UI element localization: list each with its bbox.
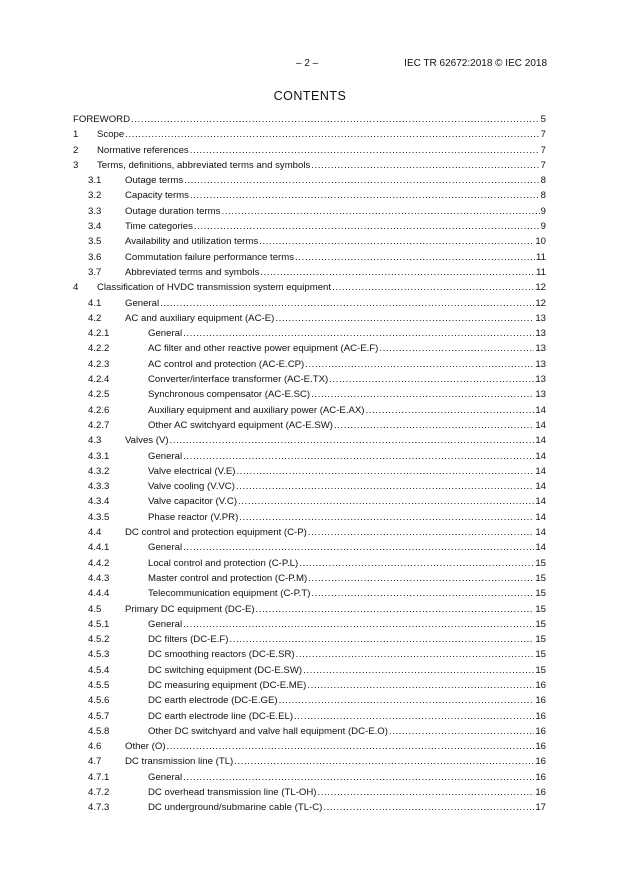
toc-leader-dots — [296, 647, 535, 662]
toc-leader-dots — [379, 341, 534, 356]
toc-leader-dots — [294, 709, 534, 724]
toc-entry-title: Valve cooling (V.VC) — [148, 481, 235, 493]
toc-entry-number: 3.5 — [88, 236, 102, 248]
toc-leader-dots — [307, 678, 534, 693]
toc-entry-number: 3.1 — [88, 175, 102, 187]
toc-entry-number: 3.3 — [88, 205, 102, 217]
toc-leader-dots — [303, 663, 534, 678]
toc-entry-number: 4.2.5 — [88, 389, 110, 401]
toc-entry-number: 3.4 — [88, 221, 102, 233]
toc-entry-page: 13 — [535, 389, 546, 401]
toc-entry-title: DC smoothing reactors (DC-E.SR) — [148, 649, 295, 661]
toc-entry-number: 4.2.3 — [88, 358, 110, 370]
toc-entry-number: 4.5.8 — [88, 725, 110, 737]
toc-entry-number: 4.2.2 — [88, 343, 110, 355]
toc-entry[interactable] — [73, 158, 546, 173]
toc-entry-page: 16 — [535, 725, 546, 737]
toc-entry[interactable] — [73, 754, 546, 769]
toc-entry-title: Normative references — [97, 144, 189, 156]
toc-entry-page: 11 — [536, 251, 546, 263]
toc-entry-title: Synchronous compensator (AC-E.SC) — [148, 389, 311, 401]
toc-entry-number: 4.7.2 — [88, 787, 110, 799]
toc-entry-title: Commutation failure performance terms — [125, 251, 295, 263]
toc-leader-dots — [389, 724, 534, 739]
toc-entry[interactable] — [73, 540, 546, 555]
toc-leader-dots — [334, 418, 534, 433]
toc-leader-dots — [190, 143, 540, 158]
toc-entry[interactable] — [73, 663, 546, 678]
toc-entry-title: Other (O) — [125, 741, 166, 753]
toc-entry-title: DC control and protection equipment (C-P) — [125, 527, 307, 539]
toc-entry[interactable] — [73, 449, 546, 464]
toc-entry-page: 7 — [540, 159, 546, 171]
toc-entry-page: 14 — [535, 419, 546, 431]
toc-entry-title: Scope — [97, 129, 125, 141]
toc-entry-number: 4.5.2 — [88, 634, 110, 646]
toc-entry[interactable] — [73, 678, 546, 693]
toc-entry[interactable] — [73, 173, 546, 188]
toc-entry-page: 15 — [535, 603, 546, 615]
toc-entry-number: 4.6 — [88, 741, 102, 753]
toc-entry-number: 4.5.7 — [88, 710, 110, 722]
toc-entry-number: 4.4.3 — [88, 572, 110, 584]
toc-entry-title: General — [148, 618, 183, 630]
toc-entry-page: 14 — [535, 450, 546, 462]
toc-entry-page: 14 — [535, 542, 546, 554]
toc-leader-dots — [323, 800, 534, 815]
toc-entry-page: 14 — [535, 435, 546, 447]
toc-leader-dots — [183, 617, 534, 632]
toc-entry-page: 8 — [540, 190, 546, 202]
toc-leader-dots — [329, 372, 534, 387]
toc-entry-number: 4.1 — [88, 297, 102, 309]
toc-leader-dots — [184, 173, 540, 188]
toc-entry-page: 14 — [535, 481, 546, 493]
toc-entry-title: Classification of HVDC transmission system equipment — [97, 282, 332, 294]
toc-leader-dots — [125, 127, 539, 142]
toc-entry-number: 1 — [73, 129, 79, 141]
toc-entry[interactable] — [73, 341, 546, 356]
toc-entry-number: 4.5.4 — [88, 664, 110, 676]
toc-entry-number: 4.7.3 — [88, 802, 110, 814]
toc-entry-title: DC overhead transmission line (TL-OH) — [148, 787, 317, 799]
toc-entry-title: General — [148, 542, 183, 554]
toc-entry-number: 4.2.1 — [88, 328, 110, 340]
toc-entry[interactable] — [73, 800, 546, 815]
toc-leader-dots — [221, 204, 539, 219]
toc-entry-number: 3.2 — [88, 190, 102, 202]
toc-entry-title: AC control and protection (AC-E.CP) — [148, 358, 305, 370]
toc-leader-dots — [167, 739, 535, 754]
toc-entry[interactable] — [73, 112, 546, 127]
toc-entry[interactable] — [73, 647, 546, 662]
toc-entry-number: 4.3 — [88, 435, 102, 447]
toc-entry-page: 11 — [536, 266, 546, 278]
toc-entry-page: 13 — [535, 374, 546, 386]
toc-entry[interactable] — [73, 433, 546, 448]
toc-leader-dots — [311, 158, 539, 173]
toc-entry[interactable] — [73, 357, 546, 372]
toc-entry-number: 4.2.4 — [88, 374, 110, 386]
toc-entry[interactable] — [73, 418, 546, 433]
toc-entry-page: 16 — [535, 741, 546, 753]
toc-entry[interactable] — [73, 127, 546, 142]
toc-entry-page: 16 — [535, 787, 546, 799]
toc-entry-title: Valve capacitor (V.C) — [148, 496, 238, 508]
toc-entry-page: 15 — [535, 588, 546, 600]
toc-leader-dots — [365, 403, 534, 418]
table-of-contents — [73, 112, 546, 816]
toc-entry-page: 13 — [535, 328, 546, 340]
toc-entry[interactable] — [73, 510, 546, 525]
toc-entry-page: 12 — [535, 297, 546, 309]
toc-entry-title: Other AC switchyard equipment (AC-E.SW) — [148, 419, 334, 431]
toc-entry-title: General — [148, 450, 183, 462]
toc-entry-number: 4.3.3 — [88, 481, 110, 493]
toc-leader-dots — [256, 602, 535, 617]
toc-entry-number: 2 — [73, 144, 79, 156]
toc-leader-dots — [170, 433, 535, 448]
toc-entry[interactable] — [73, 250, 546, 265]
toc-entry[interactable] — [73, 617, 546, 632]
toc-entry-title: Outage terms — [125, 175, 184, 187]
toc-leader-dots — [183, 770, 534, 785]
toc-entry[interactable] — [73, 479, 546, 494]
toc-entry-page: 13 — [535, 312, 546, 324]
toc-entry-number: 4.5 — [88, 603, 102, 615]
toc-entry-title: Auxiliary equipment and auxiliary power (AC-E.AX) — [148, 404, 365, 416]
toc-entry-page: 16 — [535, 695, 546, 707]
toc-entry-number: 4.3.1 — [88, 450, 110, 462]
toc-entry-title: Master control and protection (C-P.M) — [148, 572, 308, 584]
toc-entry-number: 4.4 — [88, 527, 102, 539]
toc-entry[interactable] — [73, 770, 546, 785]
toc-leader-dots — [194, 219, 540, 234]
toc-entry-page: 16 — [535, 771, 546, 783]
toc-leader-dots — [183, 540, 534, 555]
toc-entry-number: 4.2.7 — [88, 419, 110, 431]
toc-leader-dots — [308, 571, 534, 586]
toc-entry-page: 14 — [535, 511, 546, 523]
toc-entry[interactable] — [73, 602, 546, 617]
toc-entry[interactable] — [73, 739, 546, 754]
toc-entry-number: 4.3.2 — [88, 465, 110, 477]
toc-entry-number: 4.3.4 — [88, 496, 110, 508]
toc-leader-dots — [229, 632, 534, 647]
toc-entry-page: 15 — [535, 618, 546, 630]
toc-entry-title: AC filter and other reactive power equipment (AC-E.F) — [148, 343, 379, 355]
toc-entry-title: Capacity terms — [125, 190, 189, 202]
toc-entry-page: 14 — [535, 496, 546, 508]
toc-leader-dots — [239, 510, 534, 525]
page-number-header: – 2 – — [296, 58, 319, 69]
toc-entry-page: 7 — [540, 144, 546, 156]
toc-leader-dots — [183, 449, 534, 464]
toc-entry-page: 5 — [540, 114, 546, 125]
toc-entry-number: 4.5.6 — [88, 695, 110, 707]
toc-leader-dots — [275, 311, 534, 326]
toc-leader-dots — [295, 250, 535, 265]
toc-leader-dots — [190, 188, 540, 203]
toc-entry[interactable] — [73, 693, 546, 708]
toc-entry[interactable] — [73, 464, 546, 479]
toc-entry-number: 4.2 — [88, 312, 102, 324]
toc-entry-number: 3.7 — [88, 266, 102, 278]
toc-entry-title: Abbreviated terms and symbols — [125, 266, 260, 278]
toc-entry-page: 14 — [535, 404, 546, 416]
toc-entry-number: 4.5.1 — [88, 618, 110, 630]
toc-entry[interactable] — [73, 709, 546, 724]
toc-entry[interactable] — [73, 326, 546, 341]
toc-entry-page: 8 — [540, 175, 546, 187]
toc-entry-page: 15 — [535, 557, 546, 569]
document-reference: IEC TR 62672:2018 © IEC 2018 — [404, 58, 547, 69]
toc-entry[interactable] — [73, 219, 546, 234]
toc-entry-title: General — [148, 771, 183, 783]
toc-entry[interactable] — [73, 372, 546, 387]
toc-entry-number: 4.7.1 — [88, 771, 110, 783]
toc-entry[interactable] — [73, 234, 546, 249]
toc-leader-dots — [131, 112, 540, 127]
toc-leader-dots — [332, 280, 534, 295]
toc-leader-dots — [259, 234, 534, 249]
toc-entry[interactable] — [73, 494, 546, 509]
toc-entry[interactable] — [73, 556, 546, 571]
toc-entry-title: AC and auxiliary equipment (AC-E) — [125, 312, 275, 324]
toc-entry-number: 4.3.5 — [88, 511, 110, 523]
toc-entry-title: Telecommunication equipment (C-P.T) — [148, 588, 311, 600]
toc-entry-title: DC underground/submarine cable (TL-C) — [148, 802, 323, 814]
toc-entry-number: 4.7 — [88, 756, 102, 768]
toc-entry-title: DC filters (DC-E.F) — [148, 634, 229, 646]
toc-entry-page: 14 — [535, 465, 546, 477]
toc-entry-number: 4.4.2 — [88, 557, 110, 569]
toc-entry[interactable] — [73, 311, 546, 326]
toc-entry[interactable] — [73, 280, 546, 295]
toc-entry-page: 16 — [535, 679, 546, 691]
toc-leader-dots — [279, 693, 535, 708]
toc-entry-page: 9 — [540, 221, 546, 233]
toc-entry-title: DC measuring equipment (DC-E.ME) — [148, 679, 307, 691]
toc-entry[interactable] — [73, 188, 546, 203]
toc-entry-number: 4.2.6 — [88, 404, 110, 416]
toc-entry[interactable] — [73, 387, 546, 402]
toc-entry[interactable] — [73, 204, 546, 219]
toc-entry-title: DC earth electrode line (DC-E.EL) — [148, 710, 294, 722]
toc-entry[interactable] — [73, 785, 546, 800]
toc-leader-dots — [311, 387, 534, 402]
toc-entry-page: 16 — [535, 756, 546, 768]
toc-entry-title: DC transmission line (TL) — [125, 756, 234, 768]
toc-entry-number: 4.4.4 — [88, 588, 110, 600]
toc-entry-title: Converter/interface transformer (AC-E.TX) — [148, 374, 329, 386]
toc-entry[interactable] — [73, 403, 546, 418]
toc-entry-page: 14 — [535, 527, 546, 539]
toc-entry-number: 4.4.1 — [88, 542, 110, 554]
toc-entry-page: 10 — [535, 236, 546, 248]
toc-entry-number: 4.5.5 — [88, 679, 110, 691]
toc-entry-title: Local control and protection (C-P.L) — [148, 557, 299, 569]
toc-leader-dots — [311, 586, 534, 601]
toc-entry-number: 3.6 — [88, 251, 102, 263]
toc-entry-title: General — [125, 297, 160, 309]
toc-leader-dots — [260, 265, 535, 280]
toc-entry-page: 15 — [535, 572, 546, 584]
toc-entry-page: 13 — [535, 343, 546, 355]
toc-entry-page: 9 — [540, 205, 546, 217]
toc-leader-dots — [234, 754, 534, 769]
toc-entry-number: 3 — [73, 159, 79, 171]
page-title: CONTENTS — [273, 89, 347, 103]
toc-leader-dots — [236, 464, 534, 479]
toc-entry-page: 7 — [540, 129, 546, 141]
toc-entry-title: Availability and utilization terms — [125, 236, 259, 248]
toc-entry-number: 4 — [73, 282, 79, 294]
toc-entry-page: 15 — [535, 664, 546, 676]
toc-leader-dots — [160, 296, 534, 311]
toc-entry-title: Terms, definitions, abbreviated terms and symbols — [97, 159, 311, 171]
toc-entry-title: Time categories — [125, 221, 193, 233]
toc-leader-dots — [305, 357, 534, 372]
toc-leader-dots — [183, 326, 534, 341]
toc-entry-title: DC switching equipment (DC-E.SW) — [148, 664, 303, 676]
toc-entry-title: Valves (V) — [125, 435, 169, 447]
toc-entry-page: 15 — [535, 634, 546, 646]
toc-entry-page: 17 — [535, 802, 546, 814]
toc-entry-title: General — [148, 328, 183, 340]
toc-entry-page: 16 — [535, 710, 546, 722]
toc-leader-dots — [299, 556, 534, 571]
toc-entry-title: Primary DC equipment (DC-E) — [125, 603, 255, 615]
toc-entry-page: 13 — [535, 358, 546, 370]
toc-leader-dots — [236, 479, 534, 494]
toc-entry[interactable] — [73, 143, 546, 158]
toc-entry[interactable] — [73, 724, 546, 739]
toc-entry-title: Phase reactor (V.PR) — [148, 511, 239, 523]
toc-entry-page: 12 — [535, 282, 546, 294]
toc-leader-dots — [308, 525, 534, 540]
toc-entry-title: Outage duration terms — [125, 205, 221, 217]
toc-entry-title: FOREWORD — [73, 114, 131, 125]
toc-entry[interactable] — [73, 525, 546, 540]
toc-entry[interactable] — [73, 571, 546, 586]
toc-leader-dots — [238, 494, 534, 509]
toc-entry-title: Other DC switchyard and valve hall equipment (DC-E.O) — [148, 725, 388, 737]
toc-entry-page: 15 — [535, 649, 546, 661]
toc-entry-number: 4.5.3 — [88, 649, 110, 661]
toc-entry[interactable] — [73, 265, 546, 280]
toc-leader-dots — [317, 785, 534, 800]
toc-entry[interactable] — [73, 296, 546, 311]
toc-entry[interactable] — [73, 586, 546, 601]
toc-entry-title: DC earth electrode (DC-E.GE) — [148, 695, 278, 707]
toc-entry[interactable] — [73, 632, 546, 647]
toc-entry-title: Valve electrical (V.E) — [148, 465, 236, 477]
